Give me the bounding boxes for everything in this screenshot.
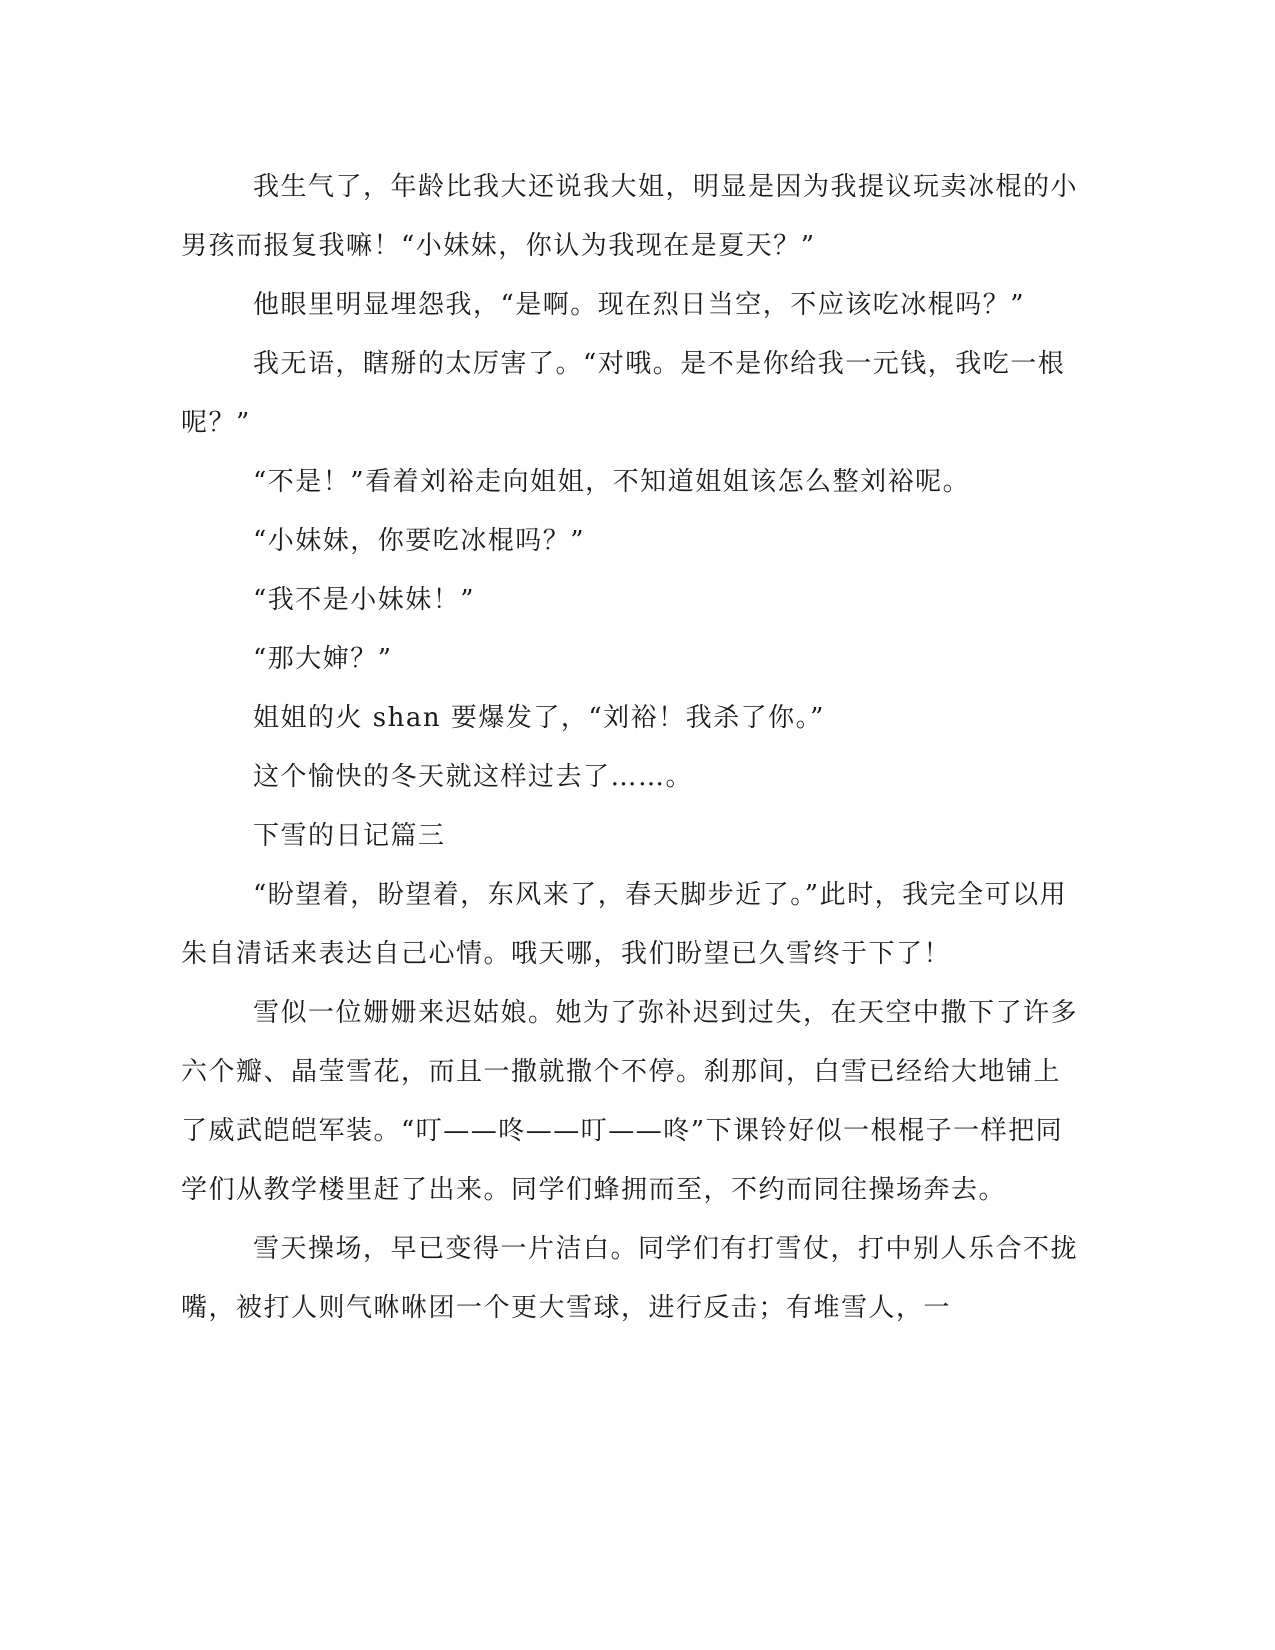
paragraph: “我不是小妹妹！” xyxy=(253,585,476,615)
paragraph: 姐姐的火 shan 要爆发了，“刘裕！我杀了你。” xyxy=(253,703,825,733)
paragraph: 我生气了，年龄比我大还说我大姐，明显是因为我提议玩卖冰棍的小男孩而报复我嘛！“小妹妹，你认为我现在是夏天？” xyxy=(181,172,1079,261)
paragraph: 他眼里明显埋怨我，“是啊。现在烈日当空，不应该吃冰棍吗？” xyxy=(253,290,1026,320)
paragraph: “不是！”看着刘裕走向姐姐，不知道姐姐该怎么整刘裕呢。 xyxy=(253,467,971,497)
paragraph: “那大婶？” xyxy=(253,644,393,674)
paragraph: “小妹妹，你要吃冰棍吗？” xyxy=(253,526,586,556)
paragraph: 我无语，瞎掰的太厉害了。“对哦。是不是你给我一元钱，我吃一根呢？” xyxy=(181,349,1066,438)
paragraph: 这个愉快的冬天就这样过去了……。 xyxy=(253,762,694,792)
paragraph: 雪天操场，早已变得一片洁白。同学们有打雪仗，打中别人乐合不拢嘴，被打人则气咻咻团一个更大雪球，进行反击；有堆雪人，一 xyxy=(181,1234,1079,1323)
paragraph: 雪似一位姗姗来迟姑娘。她为了弥补迟到过失，在天空中撒下了许多六个瓣、晶莹雪花，而且一撒就撒个不停。刹那间，白雪已经给大地铺上了威武皑皑军装。“叮——咚——叮——咚”下课铃好似一根棍子一样把同学们从教学楼里赶了出来。同学们蜂拥而至，不约而同往操场奔去。 xyxy=(181,998,1079,1205)
paragraph: “盼望着，盼望着，东风来了，春天脚步近了。”此时，我完全可以用朱自清话来表达自己心情。哦天哪，我们盼望已久雪终于下了！ xyxy=(181,880,1068,969)
document-body xyxy=(181,158,1081,1338)
section-heading: 下雪的日记篇三 xyxy=(253,821,446,851)
